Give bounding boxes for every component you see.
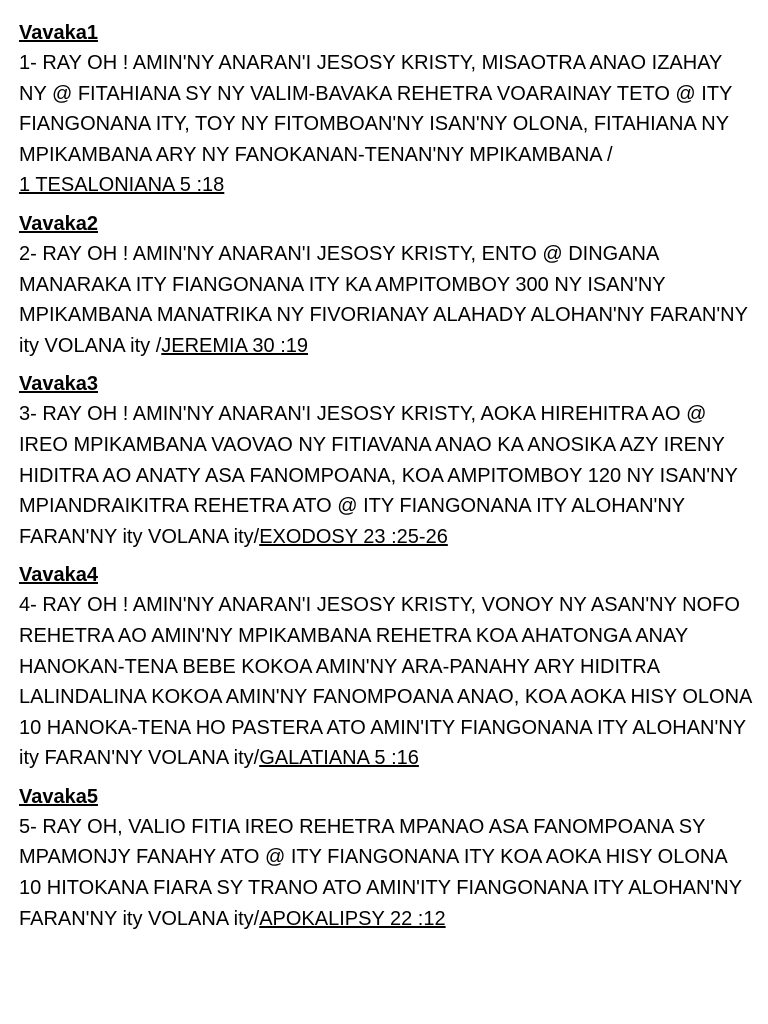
prayer-body: 3- RAY OH ! AMIN'NY ANARAN'I JESOSY KRISTY, AOKA HIREHITRA AO @ IREO MPIKAMBANA VAOVAO NY FITIAVANA ANAO KA ANOSIKA AZY IRENY HIDITRA AO ANATY ASA FANOMPOANA, KOA AMPITOMBOY 120 NY ISAN'NY MPIANDRAIKITRA REHETRA ATO @ ITY FIANGONANA ITY ALOHAN'NY FARAN'NY ity VOLANA ity/ [19, 403, 738, 548]
bible-reference: EXODOSY 23 :25-26 [259, 525, 448, 548]
prayer-body: 4- RAY OH ! AMIN'NY ANARAN'I JESOSY KRISTY, VONOY NY ASAN'NY NOFO REHETRA AO AMIN'NY MPIKAMBANA REHETRA KOA AHATONGA ANAY HANOKAN-TENA BEBE KOKOA AMIN'NY ARA-PANAHY ARY HIDITRA LALINDALINA KOKOA AMIN'NY FANOMPOANA ANAO, KOA AOKA HISY OLONA 10 HANOKA-TENA HO PASTERA ATO AMIN'ITY FIANGONANA ITY ALOHAN'NY ity FARAN'NY VOLANA ity/ [19, 594, 752, 770]
prayer-heading: Vavaka4 [19, 564, 98, 587]
bible-reference: APOKALIPSY 22 :12 [259, 907, 446, 930]
bible-reference: JEREMIA 30 :19 [161, 334, 309, 357]
prayer-body: 1- RAY OH ! AMIN'NY ANARAN'I JESOSY KRISTY, MISAOTRA ANAO IZAHAY NY @ FITAHIANA SY NY VALIM-BAVAKA REHETRA VOARAINAY TETO @ ITY FIANGONANA ITY, TOY NY FITOMBOAN'NY ISAN'NY OLONA, FITAHIANA NY MPIKAMBANA ARY NY FANOKANAN-TENAN'NY MPIKAMBANA / [19, 52, 733, 166]
prayer-text [19, 590, 754, 774]
prayer-section-3 [19, 369, 754, 552]
prayer-text [19, 812, 754, 934]
bible-reference: 1 TESALONIANA 5 :18 [19, 174, 225, 197]
prayer-heading: Vavaka2 [19, 212, 98, 235]
prayer-body: 5- RAY OH, VALIO FITIA IREO REHETRA MPANAO ASA FANOMPOANA SY MPAMONJY FANAHY ATO @ ITY FIANGONANA ITY KOA AOKA HISY OLONA 10 HITOKANA FIARA SY TRANO ATO AMIN'ITY FIANGONANA ITY ALOHAN'NY FARAN'NY ity VOLANA ity/ [19, 815, 742, 930]
prayer-heading: Vavaka5 [19, 785, 98, 808]
prayer-section-5 [19, 782, 754, 934]
prayer-heading: Vavaka1 [19, 22, 98, 44]
prayer-text [19, 399, 754, 552]
prayer-text [19, 48, 754, 201]
prayer-section-1 [19, 18, 754, 201]
prayer-text [19, 239, 754, 361]
prayer-heading: Vavaka3 [19, 373, 98, 396]
prayer-section-4 [19, 560, 754, 774]
prayer-section-2 [19, 209, 754, 361]
prayer-body: 2- RAY OH ! AMIN'NY ANARAN'I JESOSY KRISTY, ENTO @ DINGANA MANARAKA ITY FIANGONANA ITY KA AMPITOMBOY 300 NY ISAN'NY MPIKAMBANA MANATRIKA NY FIVORIANAY ALAHADY ALOHAN'NY FARAN'NY ity VOLANA ity / [19, 242, 748, 357]
bible-reference: GALATIANA 5 :16 [259, 747, 419, 770]
